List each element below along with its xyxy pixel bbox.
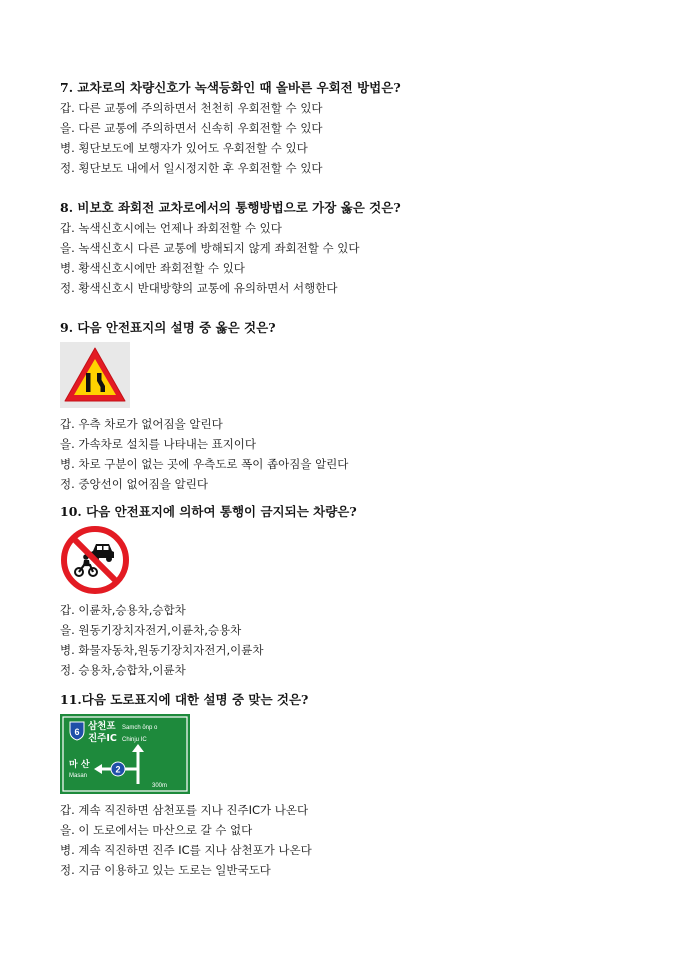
option-eul: 을. 원동기장치자전거,이륜차,승용차 <box>60 623 242 637</box>
question-11 <box>60 690 660 880</box>
option-byeong: 병. 화물자동차,원동기장치자전거,이륜차 <box>60 643 264 657</box>
question-title: 9. 다음 안전표지의 설명 중 옳은 것은? <box>60 320 276 335</box>
route-number-top: 6 <box>74 727 80 737</box>
question-title: 11.다음 도로표지에 대한 설명 중 맞는 것은? <box>60 692 309 707</box>
question-title: 7. 교차로의 차량신호가 녹색등화인 때 올바른 우회전 방법은? <box>60 80 401 95</box>
option-byeong: 병. 차로 구분이 없는 곳에 우측도로 폭이 좁아짐을 알린다 <box>60 457 349 471</box>
option-eul: 을. 다른 교통에 주의하면서 신속히 우회전할 수 있다 <box>60 121 323 135</box>
question-8 <box>60 198 660 298</box>
option-gap: 갑. 녹색신호시에는 언제나 좌회전할 수 있다 <box>60 221 282 235</box>
direction-road-sign <box>60 714 190 794</box>
option-gap: 갑. 계속 직진하면 삼천포를 지나 진주IC가 나온다 <box>60 803 309 817</box>
question-7 <box>60 78 660 178</box>
option-byeong: 병. 계속 직진하면 진주 IC를 지나 삼천포가 나온다 <box>60 843 312 857</box>
question-10 <box>60 502 660 680</box>
option-eul: 을. 가속차로 설치를 나타내는 표지이다 <box>60 437 257 451</box>
option-byeong: 병. 횡단보도에 보행자가 있어도 우회전할 수 있다 <box>60 141 308 155</box>
option-jeong: 정. 승용차,승합차,이륜차 <box>60 663 186 677</box>
left-destination-english: Masan <box>69 773 88 779</box>
question-title: 10. 다음 안전표지에 의하여 통행이 금지되는 차량은? <box>60 504 357 519</box>
question-title: 8. 비보호 좌회전 교차로에서의 통행방법으로 가장 옳은 것은? <box>60 200 401 215</box>
lane-ends-warning-sign-icon <box>60 342 130 408</box>
no-motor-vehicles-sign-icon <box>60 526 130 594</box>
option-jeong: 정. 횡단보도 내에서 일시정지한 후 우회전할 수 있다 <box>60 161 323 175</box>
option-jeong: 정. 황색신호시 반대방향의 교통에 유의하면서 서행한다 <box>60 281 338 295</box>
distance-label: 300m <box>152 783 168 789</box>
option-gap: 갑. 이륜차,승용차,승합차 <box>60 603 186 617</box>
question-9 <box>60 318 660 494</box>
option-gap: 갑. 우측 차로가 없어짐을 알린다 <box>60 417 223 431</box>
option-jeong: 정. 중앙선이 없어짐을 알린다 <box>60 477 208 491</box>
destination-2-english: Chinju IC <box>122 737 147 743</box>
option-byeong: 병. 황색신호시에만 좌회전할 수 있다 <box>60 261 245 275</box>
destination-2-korean: 진주IC <box>88 733 117 744</box>
destination-1-english: Samch ŏnp o <box>122 725 158 731</box>
route-number-left: 2 <box>115 764 121 775</box>
option-eul: 을. 녹색신호시 다른 교통에 방해되지 않게 좌회전할 수 있다 <box>60 241 360 255</box>
option-gap: 갑. 다른 교통에 주의하면서 천천히 우회전할 수 있다 <box>60 101 323 115</box>
option-jeong: 정. 지금 이용하고 있는 도로는 일반국도다 <box>60 863 271 877</box>
option-eul: 을. 이 도로에서는 마산으로 갈 수 없다 <box>60 823 253 837</box>
left-destination-korean: 마 산 <box>69 760 90 770</box>
destination-1-korean: 삼천포 <box>88 721 116 732</box>
